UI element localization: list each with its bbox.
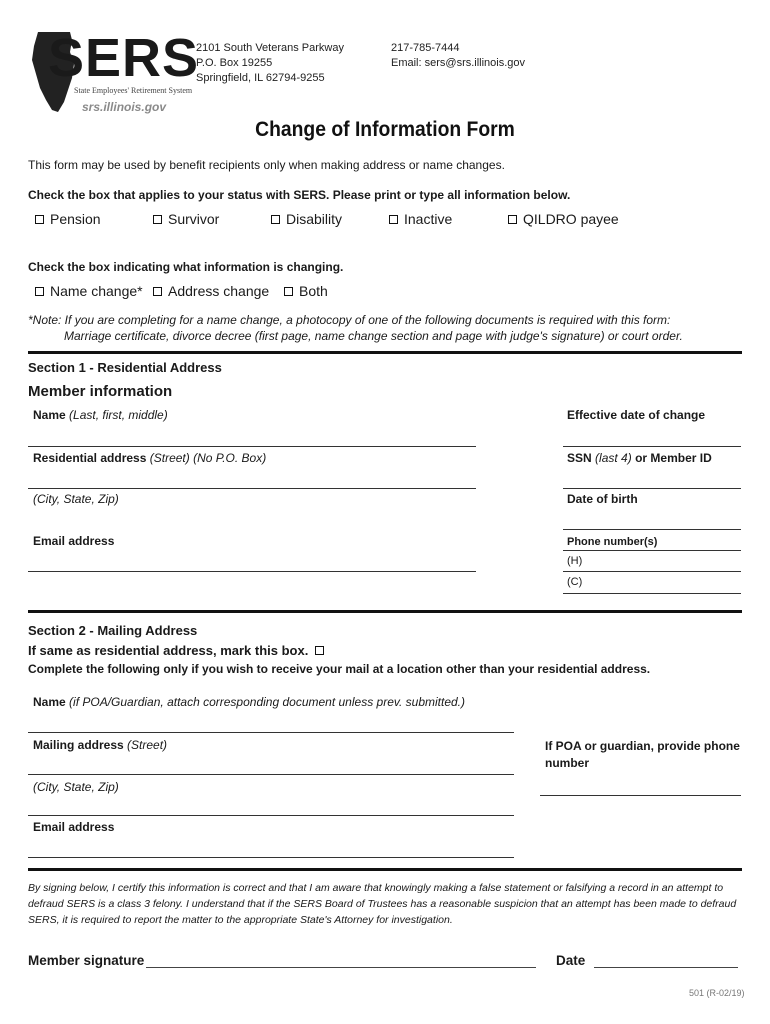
- complete-prompt: Complete the following only if you wish to receive your mail at a location other than your residential address.: [28, 662, 651, 676]
- form-number: 501 (R-02/19): [689, 988, 745, 998]
- poa-phone-label: If POA or guardian, provide phone number: [545, 739, 740, 770]
- change-prompt: Check the box indicating what information is changing.: [28, 260, 344, 274]
- date-field[interactable]: [594, 967, 738, 968]
- section1-title: Section 1 - Residential Address: [28, 360, 222, 375]
- section-divider: [28, 351, 742, 354]
- form-title: Change of Information Form: [255, 118, 515, 141]
- change-option-both[interactable]: Both: [284, 283, 328, 299]
- same-address-checkbox[interactable]: [315, 646, 324, 655]
- date-of-birth-field[interactable]: [563, 529, 741, 530]
- residential-address-field[interactable]: [28, 488, 476, 489]
- change-option-address[interactable]: Address change: [153, 283, 269, 299]
- ssn-label: SSN (last 4) or Member ID: [567, 451, 712, 465]
- checkbox[interactable]: [35, 215, 44, 224]
- date-label: Date: [556, 953, 586, 968]
- mailing-city-field[interactable]: [28, 815, 514, 816]
- mailing-address-label: Mailing address (Street): [33, 738, 168, 752]
- sers-logo: [30, 28, 200, 115]
- mailing-name-field[interactable]: [28, 732, 514, 733]
- city-state-zip-label: (City, State, Zip): [33, 492, 119, 506]
- certification-text: By signing below, I certify this information is correct and that I am aware that knowingly making a false statement or falsifying a record in an attempt to defraud SERS is a class 3 felony. I understand that if the SERS Board of Trustees has a reasonable suspicion that an attempt has been made to defraud SERS, it is required to report the matter to the appropriate State's Attorney for investigation.: [28, 882, 737, 926]
- phone-number: 217-785-7444: [391, 42, 460, 54]
- name-field[interactable]: [28, 446, 476, 447]
- mailing-email-field[interactable]: [28, 857, 514, 858]
- phone-label: Phone number(s): [567, 536, 658, 548]
- section-divider: [28, 610, 742, 613]
- signature-field[interactable]: [146, 967, 536, 968]
- contact-block: [391, 41, 525, 71]
- status-option-qildro[interactable]: QILDRO payee: [508, 211, 619, 227]
- email-label: Email address: [33, 534, 115, 548]
- mailing-address-block: [196, 41, 344, 86]
- cell-phone-label: (C): [567, 576, 583, 588]
- mailing-address-field[interactable]: [28, 774, 514, 775]
- checkbox[interactable]: [508, 215, 517, 224]
- logo-url: srs.illinois.gov: [82, 100, 167, 114]
- checkbox[interactable]: [35, 287, 44, 296]
- checkbox[interactable]: [389, 215, 398, 224]
- email-address: Email: sers@srs.illinois.gov: [391, 57, 526, 69]
- phone-divider: [563, 550, 741, 551]
- ssn-field[interactable]: [563, 488, 741, 489]
- note-line: Marriage certificate, divorce decree (first page, name change section and page with judge's signature) or court order.: [64, 329, 683, 343]
- logo-subtitle: State Employees' Retirement System: [74, 86, 193, 95]
- checkbox[interactable]: [284, 287, 293, 296]
- checkbox[interactable]: [271, 215, 280, 224]
- status-option-survivor[interactable]: Survivor: [153, 211, 219, 227]
- change-option-name[interactable]: Name change*: [35, 283, 143, 299]
- mailing-email-label: Email address: [33, 820, 115, 834]
- section-divider: [28, 868, 742, 871]
- status-prompt: Check the box that applies to your status with SERS. Please print or type all information below.: [28, 188, 571, 202]
- logo-text: SERS: [48, 28, 200, 88]
- mailing-name-label: Name (if POA/Guardian, attach corresponding document unless prev. submitted.): [33, 695, 466, 709]
- address-line: Springfield, IL 62794-9255: [196, 72, 325, 84]
- mailing-city-label: (City, State, Zip): [33, 780, 119, 794]
- intro-text: This form may be used by benefit recipients only when making address or name changes.: [28, 158, 505, 172]
- signature-label: Member signature: [28, 953, 145, 968]
- date-of-birth-label: Date of birth: [567, 492, 638, 506]
- same-address-row[interactable]: If same as residential address, mark this box.: [28, 643, 330, 658]
- checkbox[interactable]: [153, 215, 162, 224]
- note-line: *Note: If you are completing for a name change, a photocopy of one of the following documents is required with this form:: [28, 313, 671, 327]
- home-phone-label: (H): [567, 555, 583, 567]
- effective-date-label: Effective date of change: [567, 408, 706, 422]
- effective-date-field[interactable]: [563, 446, 741, 447]
- cell-phone-field[interactable]: [563, 593, 741, 594]
- status-option-inactive[interactable]: Inactive: [389, 211, 452, 227]
- status-option-pension[interactable]: Pension: [35, 211, 101, 227]
- address-line: P.O. Box 19255: [196, 57, 273, 69]
- home-phone-field[interactable]: [563, 571, 741, 572]
- name-label: Name (Last, first, middle): [33, 408, 168, 422]
- checkbox[interactable]: [153, 287, 162, 296]
- residential-address-label: Residential address (Street) (No P.O. Box): [33, 451, 267, 465]
- section2-title: Section 2 - Mailing Address: [28, 623, 198, 638]
- section1-subtitle: Member information: [28, 383, 173, 400]
- status-option-disability[interactable]: Disability: [271, 211, 342, 227]
- email-field[interactable]: [28, 571, 476, 572]
- poa-phone-field[interactable]: [540, 795, 741, 796]
- address-line: 2101 South Veterans Parkway: [196, 42, 344, 54]
